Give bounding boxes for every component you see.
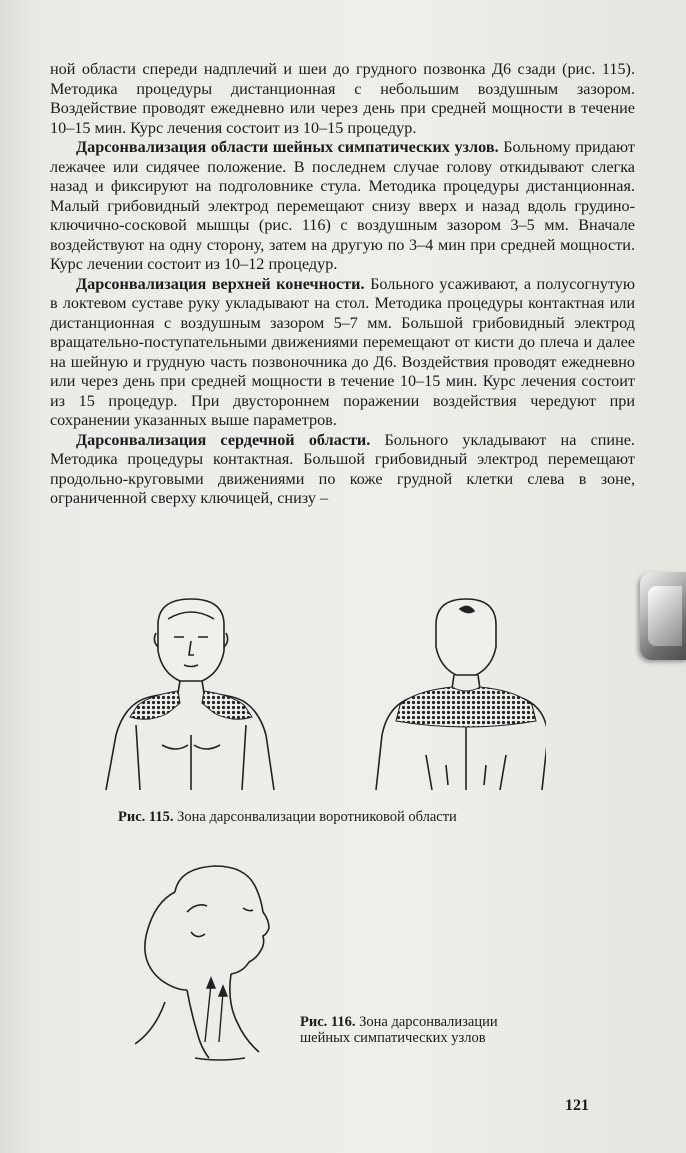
paragraph-cervical-nodes <box>50 138 635 275</box>
figure-115-collar-zone <box>96 595 546 795</box>
figure-116-sympathetic-nodes <box>135 862 300 1072</box>
page-clip-icon <box>640 572 686 660</box>
front-torso-illustration <box>106 599 274 790</box>
figure-116-label: Рис. 116. <box>300 1014 356 1030</box>
body-text <box>50 60 635 509</box>
paragraph-1: ной области спереди надплечий и шеи до грудного позвонка Д6 сзади (рис. 115). Методика процедуры дистанционная с небольшим воздушным зазором. Воздействие проводят ежедневно или через день при средней мощности в течение 10–15 мин. Курс лечения состоит из 10–15 процедур. <box>50 60 635 137</box>
figure-116-caption <box>300 1014 530 1046</box>
figure-115-caption <box>118 808 578 826</box>
head-profile-illustration <box>135 866 269 1060</box>
figure-116-text: Зона дарсонвализации шейных симпатических узлов <box>300 1014 498 1046</box>
text-cervical-nodes: Больному придают лежачее или сидячее положение. В последнем случае голову откидывают слегка назад и фиксируют на подголовнике стула. Методика процедуры дистанционная. Малый грибовидный электрод перемещают снизу вверх и назад вдоль грудино-ключично-сосковой мышцы (рис. 116) с воздушным зазором 3–5 мм. Вначале воздействуют на одну сторону, затем на другую по 3–4 мин при средней мощности. Курс лечении состоит из 10–12 процедур. <box>50 138 635 273</box>
page-number: 121 <box>565 1097 589 1114</box>
heading-upper-limb: Дарсонвализация верхней конечности. <box>76 274 365 293</box>
text-cardiac-area: Больного укладывают на спине. Методика процедуры контактная. Большой грибовидный электрод перемещают продольно-круговыми движениями по коже грудной клетки слева в зоне, ограниченной сверху ключицей, снизу – <box>50 430 635 507</box>
text-upper-limb: Больного усаживают, а полусогнутую в локтевом суставе руку укладывают на стол. Методика процедуры контактная или дистанционная с воздушным зазором 5–7 мм. Большой грибовидный электрод вращательно-поступательными движениями перемещают от кисти до плеча и далее на шейную и грудную часть позвоночника до Д6. Воздействия проводят ежедневно или через день при средней мощности в течение 10–15 мин. Курс лечения состоит из 15 процедур. При двустороннем поражении воздействия чередуют при сохранении указанных выше параметров. <box>50 274 635 429</box>
arrows-icon <box>205 978 227 1042</box>
figure-115-label: Рис. 115. <box>118 809 174 825</box>
heading-cervical-nodes: Дарсонвализация области шейных симпатических узлов. <box>76 138 499 156</box>
paragraph-upper-limb <box>50 275 635 431</box>
clip-highlight <box>648 586 682 646</box>
figure-115-text: Зона дарсонвализации воротниковой области <box>173 809 457 825</box>
heading-cardiac-area: Дарсонвализация сердечной области. <box>76 430 371 449</box>
paragraph-cardiac-area <box>50 431 635 509</box>
